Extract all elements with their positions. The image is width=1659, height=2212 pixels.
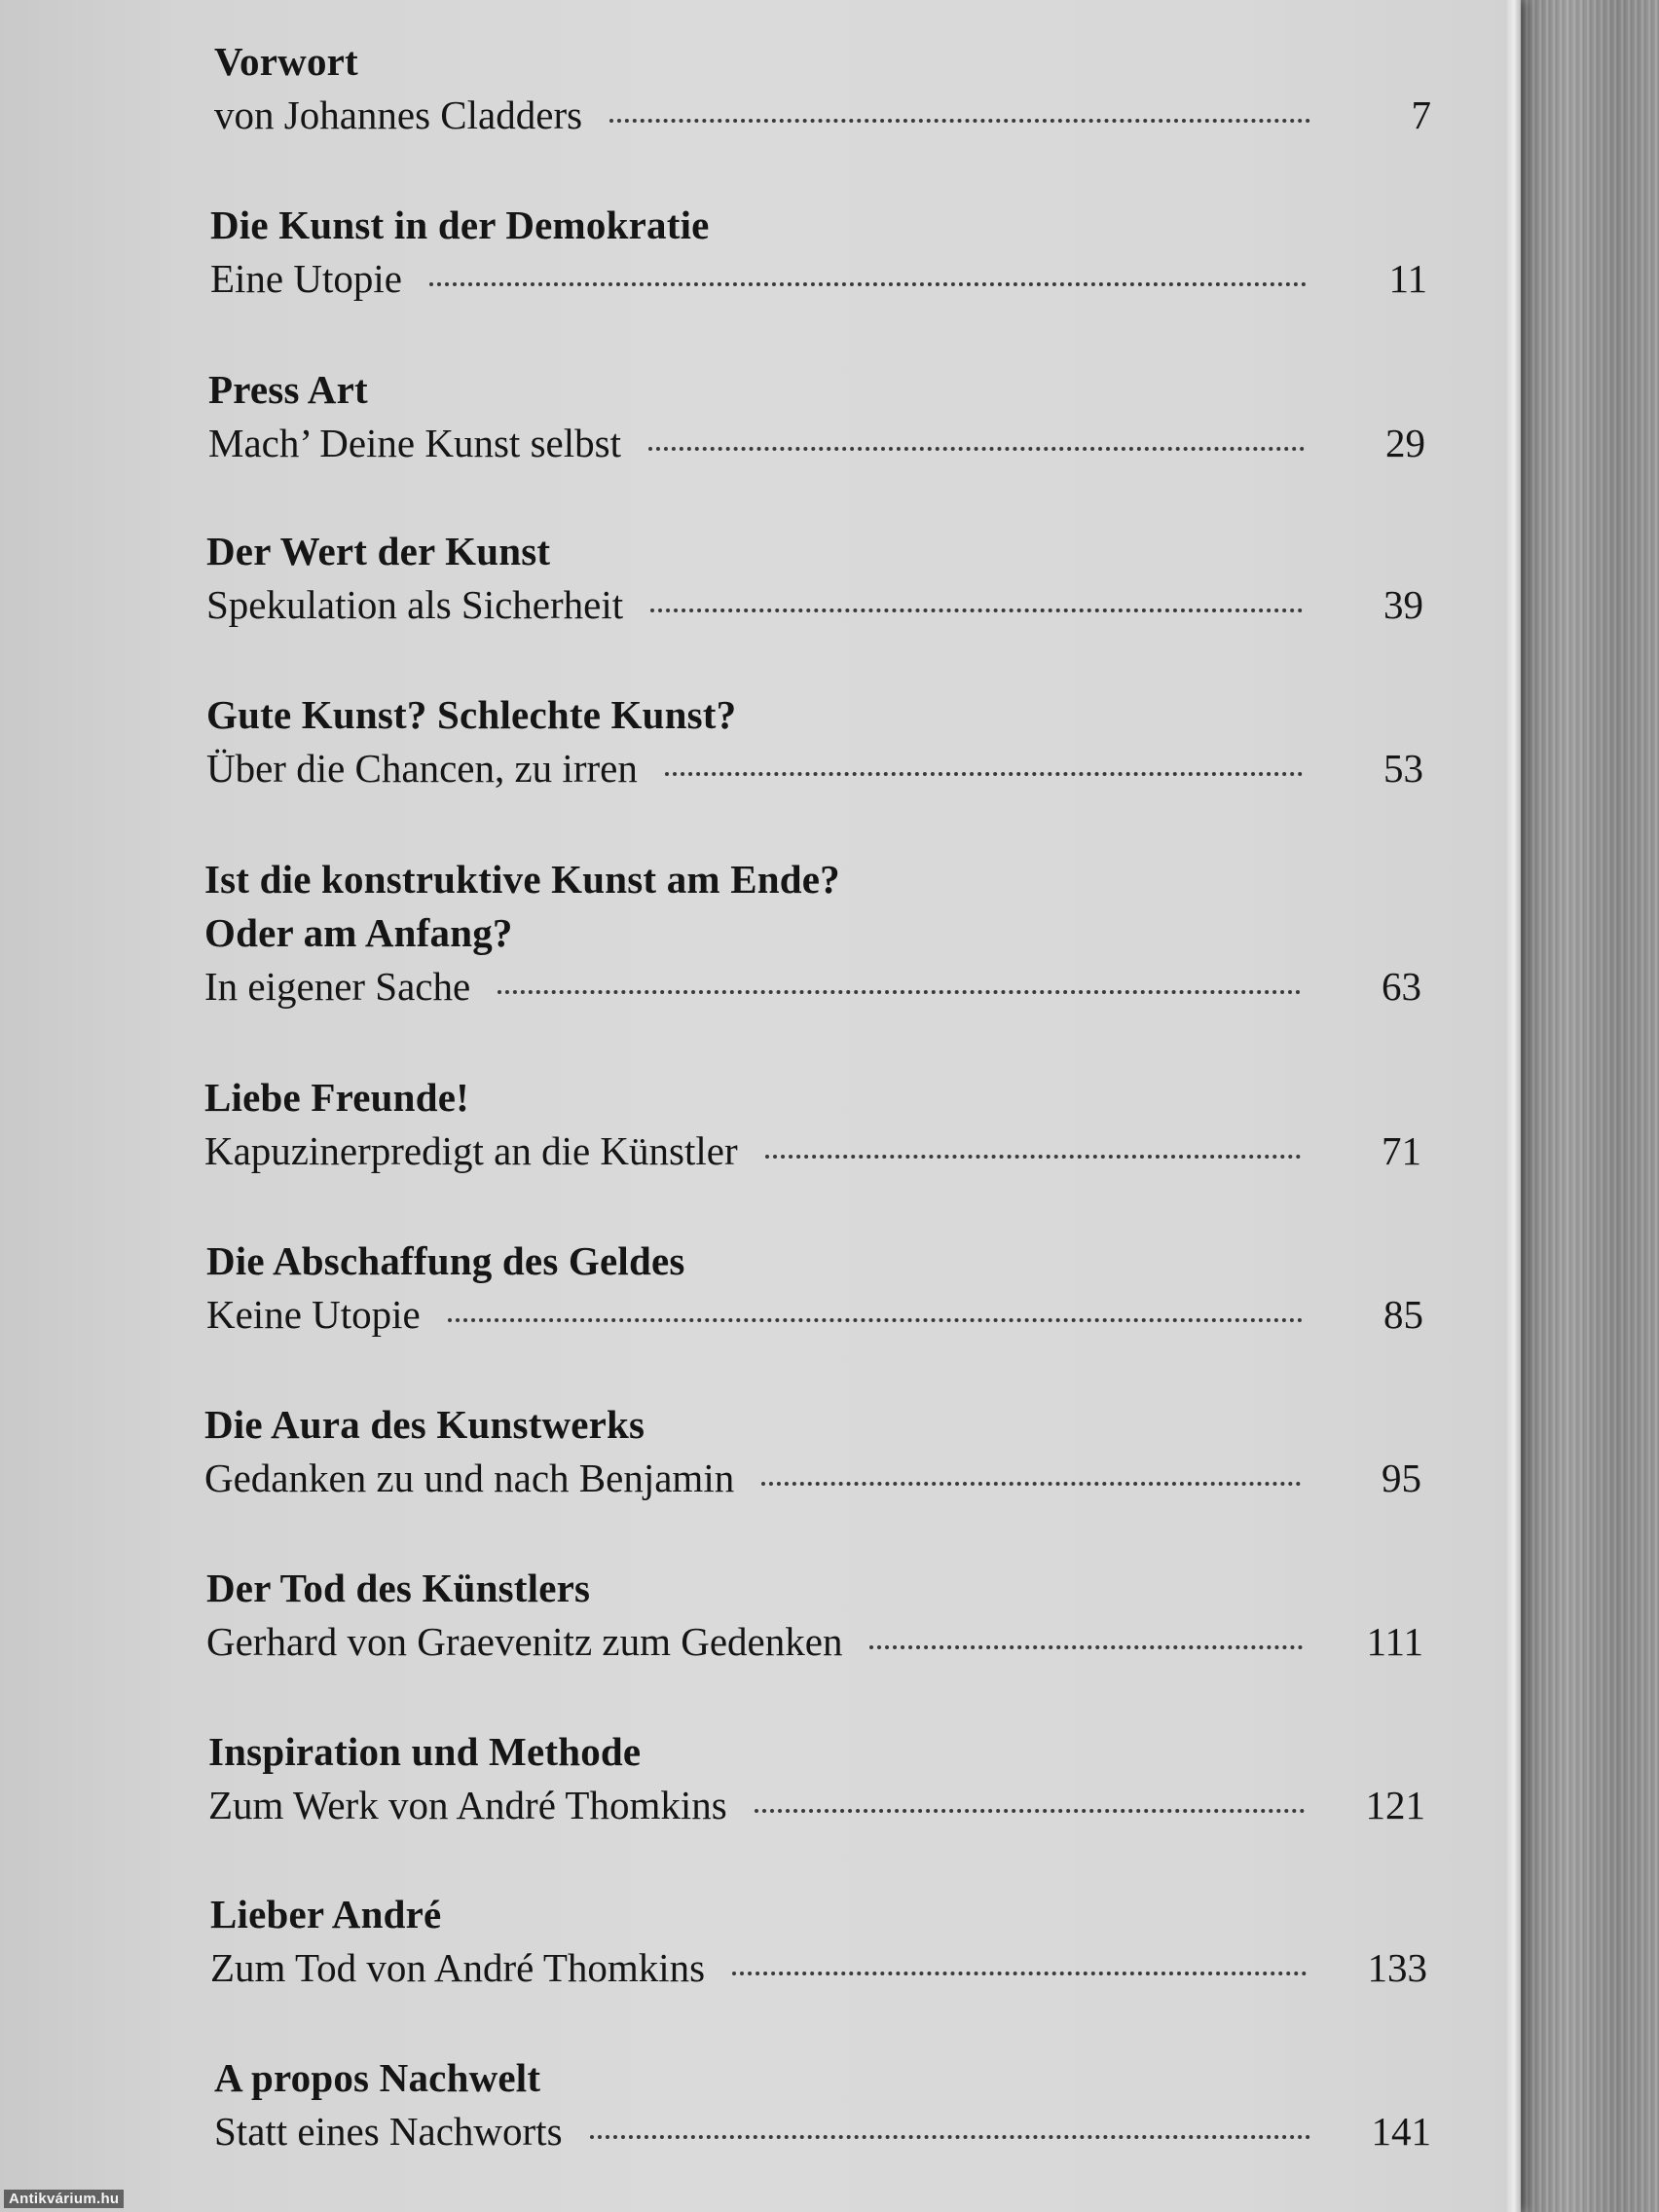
toc-entry-title: Die Abschaffung des Geldes [206,1238,685,1283]
dot-leader-wrap [563,2141,1431,2145]
toc-entry [206,688,1423,795]
toc-entry [208,363,1425,470]
toc-entry-subtitle: Gerhard von Graevenitz zum Gedenken [206,1619,843,1664]
toc-entry-subtitle: Zum Werk von André Thomkins [208,1783,727,1827]
toc-entry-title: Der Wert der Kunst [206,529,551,573]
toc-entry-subtitle: Gedanken zu und nach Benjamin [204,1456,735,1500]
toc-entry-title: Gute Kunst? Schlechte Kunst? [206,692,737,737]
dot-leader-wrap [623,614,1423,618]
toc-entry-title: Vorwort [214,39,358,84]
toc-entry-subtitle-row [210,1941,1427,1995]
dot-leader [429,282,1307,286]
toc-entry-subtitle-row [214,89,1431,142]
dot-leader [755,1809,1305,1813]
dot-leader-wrap [402,288,1427,292]
toc-entry [208,1725,1425,1832]
toc-entry [210,199,1427,306]
watermark: Antikvárium.hu [4,2190,124,2208]
toc-entry-title: Die Kunst in der Demokratie [210,203,710,247]
toc-entry-subtitle: von Johannes Cladders [214,92,583,137]
dot-leader [869,1645,1303,1649]
toc-entry-subtitle: Eine Utopie [210,256,402,301]
toc-entry-title: Die Aura des Kunstwerks [204,1402,645,1447]
dot-leader-wrap [582,125,1431,129]
toc-entry-page-number: 63 [1382,964,1421,1009]
toc-entry-subtitle: Spekulation als Sicherheit [206,582,624,627]
toc-entry-subtitle-row [214,2105,1431,2158]
toc-entry [206,1235,1423,1342]
toc-entry-subtitle-row [204,1452,1421,1505]
wood-background [1519,0,1659,2212]
dot-leader [590,2135,1310,2139]
dot-leader [609,119,1310,123]
toc-entry [204,1071,1421,1178]
toc-entry [206,525,1423,632]
dot-leader [761,1482,1301,1486]
dot-leader [650,608,1303,612]
toc-entry-title: A propos Nachwelt [214,2055,541,2100]
toc-entry-title: Lieber André [210,1892,442,1936]
page-edge [1507,0,1521,2212]
toc-entry-page-number: 29 [1385,421,1425,465]
toc-entry-subtitle: Über die Chancen, zu irren [206,746,638,791]
toc-entry-page-number: 53 [1383,746,1423,791]
toc-entry-subtitle-row [206,1288,1423,1342]
dot-leader [448,1318,1303,1322]
toc-entry-page-number: 121 [1365,1783,1425,1827]
toc-entry-title: Ist die konstruktive Kunst am Ende? [204,857,840,902]
toc-entry-title: Liebe Freunde! [204,1075,469,1120]
toc-entry-subtitle-row [204,960,1421,1014]
toc-entry [206,1562,1423,1669]
toc-entry [204,1398,1421,1505]
toc-entry [204,853,1421,1014]
toc-entry-page-number: 85 [1383,1292,1423,1337]
toc-entry-subtitle: Zum Tod von André Thomkins [210,1945,706,1990]
toc-entry-subtitle-row [206,578,1423,632]
toc-entry-page-number: 11 [1388,256,1427,301]
toc-entry-title: Der Tod des Künstlers [206,1566,591,1610]
dot-leader [498,990,1301,994]
dot-leader [732,1972,1307,1975]
toc-entry-subtitle-row [208,417,1425,470]
toc-entry-page-number: 71 [1382,1128,1421,1173]
dot-leader-wrap [621,453,1425,457]
toc-entry-subtitle: Mach’ Deine Kunst selbst [208,421,621,465]
toc-entry-page-number: 95 [1382,1456,1421,1500]
toc-entry-title: Inspiration und Methode [208,1729,642,1774]
dot-leader [648,447,1305,451]
toc-entry-subtitle-row [208,1779,1425,1832]
toc-entry-page-number: 133 [1367,1945,1427,1990]
toc-entry-title: Oder am Anfang? [204,910,513,955]
toc-entry-subtitle-row [210,252,1427,306]
dot-leader [765,1155,1301,1159]
dot-leader-wrap [705,1977,1427,1981]
toc-entry-subtitle-row [206,742,1423,795]
toc-entry [214,35,1431,142]
toc-entry-page-number: 7 [1411,92,1431,137]
toc-entry-subtitle: Keine Utopie [206,1292,421,1337]
toc-entry-subtitle-row [206,1615,1423,1669]
toc-entry [210,1888,1427,1995]
toc-entry-subtitle: Kapuzinerpredigt an die Künstler [204,1128,738,1173]
toc-entry-page-number: 111 [1366,1619,1423,1664]
toc-entry-subtitle: Statt eines Nachworts [214,2109,563,2154]
toc-entry-subtitle: In eigener Sache [204,964,471,1009]
toc-entry-page-number: 141 [1371,2109,1431,2154]
dot-leader-wrap [638,778,1423,782]
toc-entry [214,2051,1431,2158]
dot-leader-wrap [470,996,1421,1000]
toc-entry-subtitle-row [204,1124,1421,1178]
toc-entry-page-number: 39 [1383,582,1423,627]
dot-leader [665,772,1303,776]
dot-leader-wrap [421,1324,1423,1328]
toc-entry-title: Press Art [208,367,368,412]
